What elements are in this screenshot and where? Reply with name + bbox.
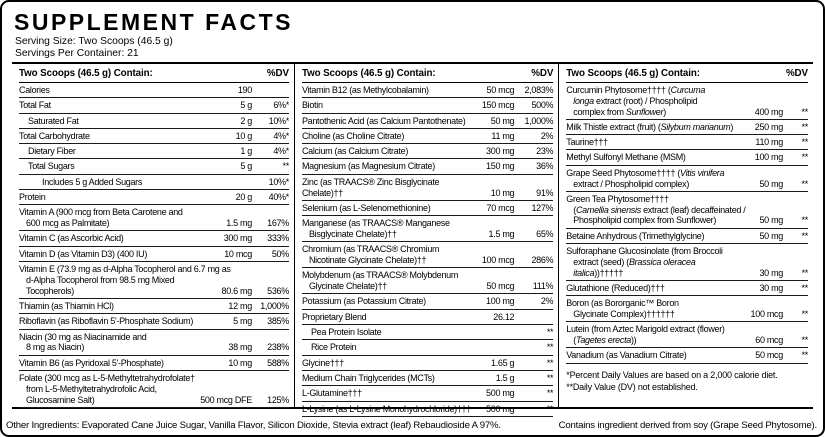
row-label: Pantothenic Acid (as Calcium Pantothenate) (301, 115, 466, 126)
row-label: Vanadium (as Vanadium Citrate) (566, 350, 687, 361)
row-amount: 100 mcg (481, 255, 515, 266)
table-row (302, 268, 553, 294)
row-amount: 150 mcg (481, 100, 515, 111)
row-amount: 50 mg (759, 230, 783, 241)
table-row (19, 98, 289, 113)
footnote: *Percent Daily Values are based on a 2,000 calorie diet. (566, 369, 778, 380)
row-amount: 70 mcg (486, 202, 515, 213)
row-amount: 2 g (240, 115, 252, 126)
row-dv: ** (801, 350, 808, 361)
row-dv: 125% (267, 394, 289, 405)
row-label-line: Molybdenum (as TRAACS® Molybdenum (301, 270, 459, 281)
row-dv: 40%* (268, 192, 289, 203)
row-amount: 5 g (240, 161, 252, 172)
table-row (302, 129, 553, 144)
row-label-line: Sulforaphane Glucosinolate (from Broccoli (566, 246, 723, 257)
row-dv: ** (801, 282, 808, 293)
column-header-dv: %DV (531, 68, 554, 79)
row-label: Saturated Fat (28, 115, 79, 126)
row-label: Nicotinate Glycinate Chelate)†† (308, 255, 427, 266)
row-label: Magnesium (as Magnesium Citrate) (301, 161, 435, 172)
column-header-label: Two Scoops (46.5 g) Contain: (301, 68, 436, 79)
row-amount: 1.65 g (491, 357, 515, 368)
table-row (19, 159, 289, 174)
row-label: d-Alpha Tocopherol from 98.5 mg Mixed Tocopherols) (26, 274, 175, 296)
row-label: Vitamin B6 (as Pyridoxal 5'-Phosphate) (19, 357, 164, 368)
row-dv: ** (801, 137, 808, 148)
row-label-line: Curcumin Phytosome†††† (Curcuma (566, 85, 706, 95)
row-label: Choline (as Choline Citrate) (301, 130, 405, 141)
row-amount: 60 mcg (755, 335, 783, 346)
column-header-label: Two Scoops (46.5 g) Contain: (566, 68, 700, 79)
row-amount: 38 mg (228, 342, 252, 353)
row-dv: 2% (540, 130, 554, 141)
row-label: 600 mcg as Palmitate) (26, 218, 110, 229)
row-dv: ** (546, 357, 554, 368)
table-row (302, 175, 553, 201)
row-dv: 50% (271, 248, 289, 259)
table-row (19, 330, 289, 356)
row-dv: 333% (267, 233, 289, 244)
row-label: 8 mg as Niacin) (26, 342, 85, 353)
row-dv: ** (801, 230, 808, 241)
column-header-dv: %DV (266, 68, 289, 79)
table-row (302, 159, 553, 174)
row-dv: ** (801, 152, 808, 163)
other-ingredients-text: Other Ingredients: Evaporated Cane Juice Sugar, Vanilla Flavor, Silicon Dioxide, Stevia extract (leaf) Rebaudioside A 97%. (6, 420, 501, 431)
row-dv: 2% (540, 296, 554, 307)
row-label: Bisglycinate Chelate)†† (308, 228, 397, 239)
row-label: Vitamin D (as Vitamin D3) (400 IU) (19, 248, 148, 259)
table-row (566, 166, 808, 192)
row-amount: 10 mg (490, 187, 515, 198)
row-label-line: Boron (as Bororganic™ Boron (566, 298, 679, 309)
facts-column-1 (12, 64, 294, 407)
row-amount: 1.5 mg (226, 218, 252, 229)
row-dv: 23% (536, 146, 554, 157)
row-label: Protein (19, 192, 46, 203)
row-dv: 2,083% (524, 85, 554, 95)
row-label-line: Green Tea Phytosome†††† (566, 193, 669, 204)
column-header-label: Two Scoops (46.5 g) Contain: (19, 68, 153, 79)
table-row (19, 356, 289, 371)
row-dv: 1,000% (260, 300, 289, 311)
row-dv: ** (801, 215, 808, 226)
table-row (566, 135, 808, 150)
table-row (302, 310, 553, 325)
row-label: Glycine††† (301, 357, 344, 368)
row-dv: ** (546, 388, 554, 399)
row-amount: 30 mg (759, 267, 783, 278)
row-amount: 300 mg (223, 233, 252, 244)
row-amount: 30 mg (759, 282, 783, 293)
row-dv: 536% (267, 285, 289, 296)
row-amount: 250 mg (754, 121, 783, 132)
row-label: Glycinate Complex)†††††† (573, 309, 675, 320)
table-row (302, 325, 553, 340)
serving-info (2, 36, 823, 61)
row-dv: ** (801, 309, 808, 320)
row-dv: 286% (531, 255, 554, 266)
row-dv: ** (801, 178, 808, 189)
row-label: Medium Chain Triglycerides (MCTs) (301, 372, 435, 383)
row-amount: 500 mcg DFE (200, 394, 252, 405)
row-amount: 110 mg (755, 137, 783, 148)
table-row (566, 83, 808, 120)
row-label: Glycinate Chelate)†† (308, 281, 387, 292)
row-label: Vitamin C (as Ascorbic Acid) (19, 233, 124, 244)
label-title: SUPPLEMENT FACTS (14, 9, 293, 35)
table-row (19, 190, 289, 205)
table-row (566, 322, 808, 348)
row-dv: 127% (531, 202, 554, 213)
row-amount: 20 g (235, 192, 252, 203)
row-amount: 1.5 g (495, 372, 515, 383)
row-amount: 5 g (240, 100, 252, 111)
row-label: Thiamin (as Thiamin HCl) (19, 300, 114, 311)
row-label: Milk Thistle extract (fruit) (Silybum marianum) (566, 121, 734, 132)
row-label-line: (Camellia sinensis extract (leaf) decaffeinated / (573, 204, 746, 215)
row-dv: 4%* (273, 146, 289, 157)
row-dv: 65% (536, 228, 554, 239)
table-row (566, 120, 808, 135)
table-row (19, 144, 289, 159)
row-dv: 36% (536, 161, 554, 172)
table-row (566, 229, 808, 244)
serving-size: Serving Size: Two Scoops (46.5 g) (15, 36, 173, 47)
facts-column-2 (294, 64, 558, 414)
table-row (19, 231, 289, 246)
row-label: Taurine††† (566, 137, 608, 148)
row-label-line: Vitamin E (73.9 mg as d-Alpha Tocopherol and 6.7 mg as (19, 264, 231, 275)
row-label: Dietary Fiber (28, 146, 76, 157)
row-label-line: Vitamin A (900 mcg from Beta Carotene and (19, 207, 183, 218)
row-label: L-Lysine (as L-Lysine Monohydrochloride)††† (301, 403, 471, 414)
row-label-line: Grape Seed Phytosome†††† (Vitis vinifera (566, 167, 725, 178)
row-amount: 10 mcg (224, 248, 252, 259)
row-amount: 26.12 (493, 311, 515, 322)
table-row (302, 386, 553, 401)
row-dv: ** (546, 342, 554, 353)
nutrient-rows (19, 83, 289, 408)
table-row (19, 299, 289, 314)
row-amount: 1 g (240, 146, 252, 157)
row-dv: 500% (531, 100, 554, 111)
row-label: Includes 5 g Added Sugars (42, 176, 143, 187)
row-dv: 238% (267, 342, 289, 353)
row-dv: 91% (536, 187, 554, 198)
table-row (19, 247, 289, 262)
row-dv: ** (801, 106, 808, 117)
table-row (302, 144, 553, 159)
table-row (566, 150, 808, 165)
table-row (302, 294, 553, 309)
row-amount: 50 mcg (486, 85, 515, 95)
footnote: **Daily Value (DV) not established. (566, 382, 698, 393)
row-dv: ** (801, 267, 808, 278)
soy-note-text: Contains ingredient derived from soy (Grape Seed Phytosome). (558, 420, 817, 431)
facts-table (12, 62, 813, 414)
row-label: Total Fat (19, 100, 51, 111)
row-label: Vitamin B12 (as Methylcobalamin) (301, 85, 429, 95)
row-label: Methyl Sulfonyl Methane (MSM) (566, 152, 686, 163)
row-amount: 5 mg (233, 316, 252, 327)
table-row (566, 244, 808, 281)
table-row (566, 348, 808, 363)
row-label: Glutathione (Reduced)††† (566, 282, 665, 293)
row-label: extract (seed) (Brassica oleracea italica))††††† (573, 256, 696, 278)
column-header (302, 64, 553, 83)
row-dv: ** (801, 335, 808, 346)
table-row (19, 262, 289, 299)
table-row (302, 242, 553, 268)
row-label: Total Sugars (28, 161, 75, 172)
row-dv: 385% (267, 316, 289, 327)
row-label: Riboflavin (as Riboflavin 5'-Phosphate Sodium) (19, 316, 194, 327)
row-amount: 50 mcg (755, 350, 783, 361)
row-label: Pea Protein Isolate (310, 327, 382, 338)
row-label-line: Folate (300 mcg as L-5-Methyltetrahydrofolate† (19, 372, 195, 383)
row-amount: 10 mg (228, 357, 252, 368)
row-amount: 50 mg (759, 178, 783, 189)
row-dv: ** (546, 327, 554, 338)
row-label: Selenium (as L-Selenomethionine) (301, 202, 431, 213)
row-label: extract / Phospholipid complex) (573, 178, 690, 189)
row-dv: ** (801, 121, 808, 132)
facts-column-3 (558, 64, 813, 407)
row-amount: 80.6 mg (221, 285, 252, 296)
table-row (19, 114, 289, 129)
row-dv: 111% (532, 281, 554, 292)
table-row (302, 98, 553, 113)
row-dv: 588% (267, 357, 289, 368)
nutrient-rows (566, 83, 808, 364)
row-label: Glucosamine Salt) (26, 394, 95, 405)
row-label: Calcium (as Calcium Citrate) (301, 146, 409, 157)
row-amount: 500 mg (486, 388, 515, 399)
table-row (302, 340, 553, 355)
row-label-line: longa extract (root) / Phospholipid (573, 95, 698, 106)
row-label: Phospholipid complex from Sunflower) (573, 215, 717, 226)
column-header (19, 64, 289, 83)
row-label: Biotin (301, 100, 323, 111)
table-row (19, 314, 289, 329)
row-label: (Tagetes erecta)) (573, 335, 637, 346)
table-row (302, 402, 553, 417)
row-amount: 100 mg (486, 296, 515, 307)
row-dv: 10%* (268, 176, 289, 187)
table-row (302, 356, 553, 371)
row-label: Proprietary Blend (301, 311, 367, 322)
row-amount: 400 mg (754, 106, 783, 117)
table-row (19, 205, 289, 231)
row-amount: 10 g (235, 130, 252, 141)
row-dv: ** (282, 161, 289, 172)
nutrient-rows (302, 83, 553, 417)
row-dv: 1,000% (524, 115, 554, 126)
column-footnotes (566, 364, 808, 394)
row-amount: 50 mg (490, 115, 515, 126)
row-amount: 300 mg (486, 146, 515, 157)
table-row (566, 296, 808, 322)
table-row (302, 201, 553, 216)
column-header-dv: %DV (785, 68, 808, 79)
row-label-line: Niacin (30 mg as Niacinamide and (19, 331, 147, 342)
row-label-line: Manganese (as TRAACS® Manganese (301, 218, 450, 229)
column-footnotes (19, 408, 289, 413)
table-row (566, 192, 808, 229)
table-row (19, 175, 289, 190)
row-amount: 11 mg (491, 130, 515, 141)
table-row (302, 83, 553, 98)
row-amount: 150 mg (486, 161, 515, 172)
row-label: Total Carbohydrate (19, 130, 90, 141)
servings-per-container: Servings Per Container: 21 (15, 48, 139, 60)
table-row (302, 216, 553, 242)
row-label: complex from Sunflower) (573, 106, 666, 117)
row-amount: 1.5 mg (488, 228, 515, 239)
row-amount: 12 mg (228, 300, 252, 311)
row-label: Calories (19, 85, 50, 95)
row-label: L-Glutamine††† (301, 388, 362, 399)
column-header (566, 64, 808, 83)
row-dv: ** (546, 372, 554, 383)
table-row (566, 281, 808, 296)
row-label-line: Chromium (as TRAACS® Chromium (301, 244, 440, 255)
row-amount: 500 mg (486, 403, 515, 414)
table-row (19, 129, 289, 144)
row-dv: 167% (267, 218, 289, 229)
table-row (19, 83, 289, 98)
row-amount: 50 mg (759, 215, 783, 226)
row-dv: 6%* (273, 100, 289, 111)
row-amount: 50 mcg (486, 281, 515, 292)
row-amount: 100 mcg (750, 309, 783, 320)
table-row (19, 371, 289, 408)
row-dv: ** (546, 403, 554, 414)
table-row (302, 371, 553, 386)
row-label: Betaine Anhydrous (Trimethylglycine) (566, 230, 705, 241)
row-amount: 190 (237, 85, 252, 95)
row-label-line: from L-5-Methyltetrahydrofolic Acid, (26, 383, 157, 394)
table-row (302, 114, 553, 129)
row-dv: 10%* (268, 115, 289, 126)
row-amount: 100 mg (754, 152, 783, 163)
row-dv: 4%* (273, 130, 289, 141)
label-footer (6, 420, 817, 431)
row-label-line: Lutein (from Aztec Marigold extract (flower) (566, 324, 725, 335)
row-label: Zinc (as TRAACS® Zinc Bisglycinate Chelate)†† (301, 176, 440, 198)
row-label: Rice Protein (310, 342, 357, 353)
row-label: Potassium (as Potassium Citrate) (301, 296, 426, 307)
